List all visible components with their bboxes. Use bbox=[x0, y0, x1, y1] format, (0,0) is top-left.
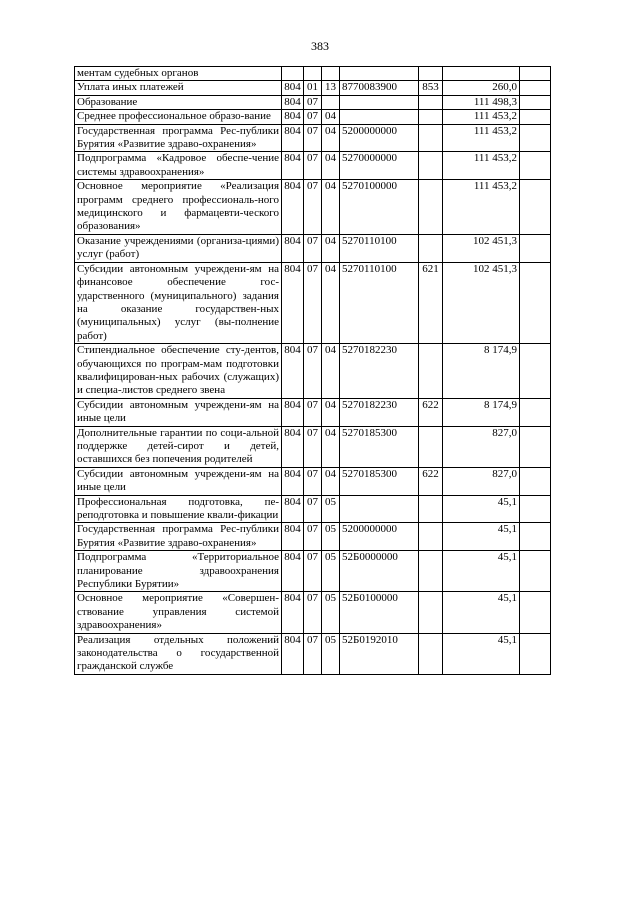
ministry-code: 804 bbox=[282, 467, 304, 495]
section-code: 07 bbox=[304, 110, 322, 124]
extra-column bbox=[520, 95, 551, 109]
target-article-code: 52Б0000000 bbox=[340, 551, 419, 592]
expense-type-code bbox=[419, 495, 443, 523]
subsection-code: 04 bbox=[322, 110, 340, 124]
expense-type-code bbox=[419, 95, 443, 109]
amount: 102 451,3 bbox=[443, 262, 520, 343]
ministry-code: 804 bbox=[282, 426, 304, 467]
amount: 111 453,2 bbox=[443, 152, 520, 180]
section-code: 07 bbox=[304, 262, 322, 343]
extra-column bbox=[520, 152, 551, 180]
target-article-code bbox=[340, 67, 419, 81]
ministry-code: 804 bbox=[282, 495, 304, 523]
section-code: 07 bbox=[304, 344, 322, 399]
target-article-code: 52Б0192010 bbox=[340, 633, 419, 674]
target-article-code: 5270000000 bbox=[340, 152, 419, 180]
item-name: Основное мероприятие «Реализация программ среднего профессиональ-ного медицинского и фармацевти-ческого образования» bbox=[75, 180, 282, 235]
table-row bbox=[75, 398, 551, 426]
amount bbox=[443, 67, 520, 81]
target-article-code: 8770083900 bbox=[340, 81, 419, 95]
extra-column bbox=[520, 81, 551, 95]
table-row bbox=[75, 67, 551, 81]
extra-column bbox=[520, 398, 551, 426]
table-row bbox=[75, 344, 551, 399]
ministry-code: 804 bbox=[282, 234, 304, 262]
ministry-code: 804 bbox=[282, 81, 304, 95]
expense-type-code bbox=[419, 523, 443, 551]
section-code: 07 bbox=[304, 95, 322, 109]
ministry-code: 804 bbox=[282, 551, 304, 592]
item-name: Субсидии автономным учреждени-ям на иные цели bbox=[75, 398, 282, 426]
target-article-code: 5200000000 bbox=[340, 124, 419, 152]
amount: 111 453,2 bbox=[443, 180, 520, 235]
extra-column bbox=[520, 234, 551, 262]
expense-type-code bbox=[419, 633, 443, 674]
table-row bbox=[75, 426, 551, 467]
amount: 111 453,2 bbox=[443, 124, 520, 152]
table-row bbox=[75, 81, 551, 95]
expense-type-code: 853 bbox=[419, 81, 443, 95]
subsection-code: 04 bbox=[322, 467, 340, 495]
expense-type-code bbox=[419, 426, 443, 467]
table-row bbox=[75, 467, 551, 495]
amount: 45,1 bbox=[443, 523, 520, 551]
subsection-code: 05 bbox=[322, 523, 340, 551]
target-article-code: 5270182230 bbox=[340, 398, 419, 426]
table-row bbox=[75, 262, 551, 343]
section-code: 07 bbox=[304, 551, 322, 592]
target-article-code bbox=[340, 95, 419, 109]
amount: 8 174,9 bbox=[443, 344, 520, 399]
ministry-code: 804 bbox=[282, 95, 304, 109]
extra-column bbox=[520, 523, 551, 551]
extra-column bbox=[520, 592, 551, 633]
table-row bbox=[75, 110, 551, 124]
target-article-code: 5270185300 bbox=[340, 467, 419, 495]
target-article-code bbox=[340, 110, 419, 124]
extra-column bbox=[520, 551, 551, 592]
item-name: ментам судебных органов bbox=[75, 67, 282, 81]
subsection-code: 05 bbox=[322, 495, 340, 523]
section-code: 01 bbox=[304, 81, 322, 95]
section-code: 07 bbox=[304, 234, 322, 262]
expense-type-code bbox=[419, 180, 443, 235]
item-name: Основное мероприятие «Совершен-ствование управления системой здравоохранения» bbox=[75, 592, 282, 633]
item-name: Среднее профессиональное образо-вание bbox=[75, 110, 282, 124]
target-article-code: 5200000000 bbox=[340, 523, 419, 551]
subsection-code: 05 bbox=[322, 633, 340, 674]
target-article-code: 5270185300 bbox=[340, 426, 419, 467]
item-name: Субсидии автономным учреждени-ям на финансовое обеспечение гос-ударственного (муниципального) задания на оказание государствен-ных (муниципальных) услуг (вы-полнение работ) bbox=[75, 262, 282, 343]
ministry-code: 804 bbox=[282, 592, 304, 633]
extra-column bbox=[520, 67, 551, 81]
extra-column bbox=[520, 633, 551, 674]
item-name: Государственная программа Рес-публики Бурятия «Развитие здраво-охранения» bbox=[75, 523, 282, 551]
page-number: 383 bbox=[311, 39, 329, 53]
extra-column bbox=[520, 426, 551, 467]
extra-column bbox=[520, 467, 551, 495]
ministry-code bbox=[282, 67, 304, 81]
amount: 45,1 bbox=[443, 551, 520, 592]
expense-type-code: 622 bbox=[419, 467, 443, 495]
extra-column bbox=[520, 110, 551, 124]
table-row bbox=[75, 633, 551, 674]
section-code: 07 bbox=[304, 180, 322, 235]
subsection-code: 04 bbox=[322, 398, 340, 426]
item-name: Субсидии автономным учреждени-ям на иные цели bbox=[75, 467, 282, 495]
amount: 111 498,3 bbox=[443, 95, 520, 109]
subsection-code: 04 bbox=[322, 426, 340, 467]
section-code bbox=[304, 67, 322, 81]
expense-type-code bbox=[419, 124, 443, 152]
amount: 102 451,3 bbox=[443, 234, 520, 262]
ministry-code: 804 bbox=[282, 344, 304, 399]
amount: 45,1 bbox=[443, 592, 520, 633]
item-name: Стипендиальное обеспечение сту-дентов, обучающихся по програм-мам подготовки квалифицирован-ных рабочих (служащих) и специа-листов среднего звена bbox=[75, 344, 282, 399]
amount: 827,0 bbox=[443, 426, 520, 467]
extra-column bbox=[520, 344, 551, 399]
expense-type-code bbox=[419, 551, 443, 592]
subsection-code: 04 bbox=[322, 234, 340, 262]
subsection-code: 05 bbox=[322, 592, 340, 633]
expense-type-code bbox=[419, 344, 443, 399]
expense-type-code: 622 bbox=[419, 398, 443, 426]
extra-column bbox=[520, 495, 551, 523]
item-name: Дополнительные гарантии по соци-альной поддержке детей-сирот и детей, оставшихся без попечения родителей bbox=[75, 426, 282, 467]
budget-table bbox=[74, 66, 551, 675]
subsection-code: 04 bbox=[322, 344, 340, 399]
amount: 45,1 bbox=[443, 495, 520, 523]
target-article-code: 5270110100 bbox=[340, 234, 419, 262]
item-name: Государственная программа Рес-публики Бурятия «Развитие здраво-охранения» bbox=[75, 124, 282, 152]
expense-type-code bbox=[419, 152, 443, 180]
item-name: Уплата иных платежей bbox=[75, 81, 282, 95]
expense-type-code bbox=[419, 110, 443, 124]
target-article-code: 5270100000 bbox=[340, 180, 419, 235]
subsection-code: 04 bbox=[322, 180, 340, 235]
subsection-code bbox=[322, 95, 340, 109]
item-name: Подпрограмма «Кадровое обеспе-чение системы здравоохранения» bbox=[75, 152, 282, 180]
table-row bbox=[75, 551, 551, 592]
target-article-code: 5270110100 bbox=[340, 262, 419, 343]
item-name: Оказание учреждениями (организа-циями) услуг (работ) bbox=[75, 234, 282, 262]
subsection-code: 13 bbox=[322, 81, 340, 95]
subsection-code: 04 bbox=[322, 262, 340, 343]
table-row bbox=[75, 124, 551, 152]
ministry-code: 804 bbox=[282, 523, 304, 551]
ministry-code: 804 bbox=[282, 262, 304, 343]
expense-type-code: 621 bbox=[419, 262, 443, 343]
target-article-code: 5270182230 bbox=[340, 344, 419, 399]
item-name: Образование bbox=[75, 95, 282, 109]
amount: 45,1 bbox=[443, 633, 520, 674]
item-name: Профессиональная подготовка, пе-реподготовка и повышение квали-фикации bbox=[75, 495, 282, 523]
table-row bbox=[75, 152, 551, 180]
ministry-code: 804 bbox=[282, 110, 304, 124]
section-code: 07 bbox=[304, 467, 322, 495]
amount: 827,0 bbox=[443, 467, 520, 495]
subsection-code bbox=[322, 67, 340, 81]
section-code: 07 bbox=[304, 426, 322, 467]
extra-column bbox=[520, 180, 551, 235]
table-row bbox=[75, 234, 551, 262]
expense-type-code bbox=[419, 67, 443, 81]
amount: 111 453,2 bbox=[443, 110, 520, 124]
amount: 260,0 bbox=[443, 81, 520, 95]
table-row bbox=[75, 95, 551, 109]
ministry-code: 804 bbox=[282, 398, 304, 426]
section-code: 07 bbox=[304, 495, 322, 523]
section-code: 07 bbox=[304, 124, 322, 152]
ministry-code: 804 bbox=[282, 180, 304, 235]
table-row bbox=[75, 592, 551, 633]
subsection-code: 04 bbox=[322, 152, 340, 180]
section-code: 07 bbox=[304, 592, 322, 633]
target-article-code: 52Б0100000 bbox=[340, 592, 419, 633]
section-code: 07 bbox=[304, 523, 322, 551]
table-row bbox=[75, 523, 551, 551]
table-row bbox=[75, 495, 551, 523]
item-name: Реализация отдельных положений законодательства о государственной гражданской службе bbox=[75, 633, 282, 674]
expense-type-code bbox=[419, 592, 443, 633]
table-row bbox=[75, 180, 551, 235]
section-code: 07 bbox=[304, 398, 322, 426]
section-code: 07 bbox=[304, 633, 322, 674]
ministry-code: 804 bbox=[282, 152, 304, 180]
expense-type-code bbox=[419, 234, 443, 262]
subsection-code: 04 bbox=[322, 124, 340, 152]
section-code: 07 bbox=[304, 152, 322, 180]
ministry-code: 804 bbox=[282, 124, 304, 152]
target-article-code bbox=[340, 495, 419, 523]
ministry-code: 804 bbox=[282, 633, 304, 674]
extra-column bbox=[520, 262, 551, 343]
subsection-code: 05 bbox=[322, 551, 340, 592]
item-name: Подпрограмма «Территориальное планирование здравоохранения Республики Бурятии» bbox=[75, 551, 282, 592]
amount: 8 174,9 bbox=[443, 398, 520, 426]
extra-column bbox=[520, 124, 551, 152]
